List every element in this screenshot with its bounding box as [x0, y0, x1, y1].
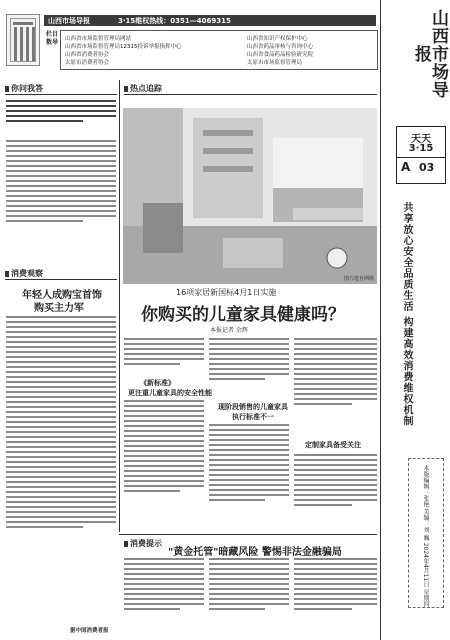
- section-title-qa: 你问我答: [5, 83, 43, 94]
- observe-source: 据中国消费者报: [70, 628, 109, 634]
- subhead-3: 定制家具备受关注: [305, 441, 361, 449]
- section-title-tips: 消费提示: [124, 538, 162, 549]
- divider: [5, 279, 117, 280]
- hotline: 3·15维权热线：0351—4069315: [118, 17, 231, 25]
- section-title-observe: 消费观察: [5, 268, 43, 279]
- observe-headline-1: 年轻人成购宝首饰: [22, 290, 102, 301]
- nav-link[interactable]: 太原市市场监督管理局: [247, 60, 303, 66]
- subhead-1: 《新标准》: [140, 379, 175, 387]
- main-headline: 你购买的儿童家具健康吗？: [141, 305, 345, 325]
- masthead: 山西市场导报: [411, 9, 448, 99]
- column-divider: [119, 80, 120, 532]
- header-bar: [44, 15, 376, 26]
- nav-link[interactable]: 山西省消费者协会: [65, 52, 110, 58]
- subhead-2a: 现阶段销售的儿童家具: [218, 403, 288, 411]
- article-col3-text-b: [294, 452, 377, 532]
- article-col1-text-b: [124, 398, 204, 532]
- nav-links-box: [60, 30, 378, 70]
- subhead-1b: 更注重儿童家具的安全性能: [128, 389, 212, 397]
- nav-link[interactable]: 山西省市场监督管理局网站: [65, 36, 132, 42]
- article-col1-text: [124, 336, 204, 376]
- edition-letter: A: [401, 160, 411, 174]
- tips-col1-text: [124, 556, 204, 634]
- kids-room-photo: [123, 108, 377, 284]
- section-title-hot: 热点追踪: [124, 83, 162, 94]
- rail-info-box: [408, 458, 444, 608]
- edition-box: [396, 126, 446, 184]
- rail-footer-info: 本版编辑：张艳 美编：刘 巍 2024年4月11日 星期四: [422, 465, 429, 608]
- edition-line1: 天天: [411, 134, 431, 145]
- nav-link[interactable]: 山西省药品审核与咨询中心: [247, 44, 314, 50]
- subhead-2b: 执行标准不一: [232, 413, 274, 421]
- column-logo: [6, 14, 40, 66]
- observe-body-text: [6, 314, 116, 624]
- article-col3-text: [294, 336, 377, 436]
- header-title: 山西市场导报: [48, 17, 90, 25]
- photo-caption: 图片选自网络: [343, 276, 374, 282]
- nav-link[interactable]: 太原市消费者协会: [65, 60, 110, 66]
- edition-line2: 3·15: [408, 143, 434, 154]
- observe-headline-2: 购买主力军: [34, 303, 84, 314]
- kicker: 16项家居新国标4月1日实施: [176, 288, 277, 297]
- qa-intro-text: [6, 98, 116, 136]
- divider: [119, 534, 377, 535]
- rail-divider: [380, 0, 381, 640]
- qa-body-text: [6, 138, 116, 260]
- tips-headline: "黄金托管"暗藏风险 警惕非法金融骗局: [168, 547, 342, 558]
- article-col2-text: [209, 336, 289, 398]
- column-label: 栏目 数导: [45, 31, 58, 46]
- divider: [124, 94, 377, 95]
- tips-col2-text: [209, 556, 289, 634]
- photo-illustration: [123, 108, 377, 284]
- article-col2-text-b: [209, 422, 289, 532]
- edition-page: 03: [419, 161, 435, 174]
- divider: [5, 94, 117, 95]
- nav-link[interactable]: 山西省知识产权保护中心: [247, 36, 308, 42]
- rail-slogan: 共享放心安全品质生活 构建高效消费维权机制: [401, 202, 412, 427]
- tips-col3-text: [294, 556, 377, 634]
- nav-link[interactable]: 山西省市场监督管理局12315投诉举报指挥中心: [65, 44, 182, 50]
- byline: 本报记者 余辉: [210, 327, 248, 334]
- nav-link[interactable]: 山西省食品药品检验研究院: [247, 52, 314, 58]
